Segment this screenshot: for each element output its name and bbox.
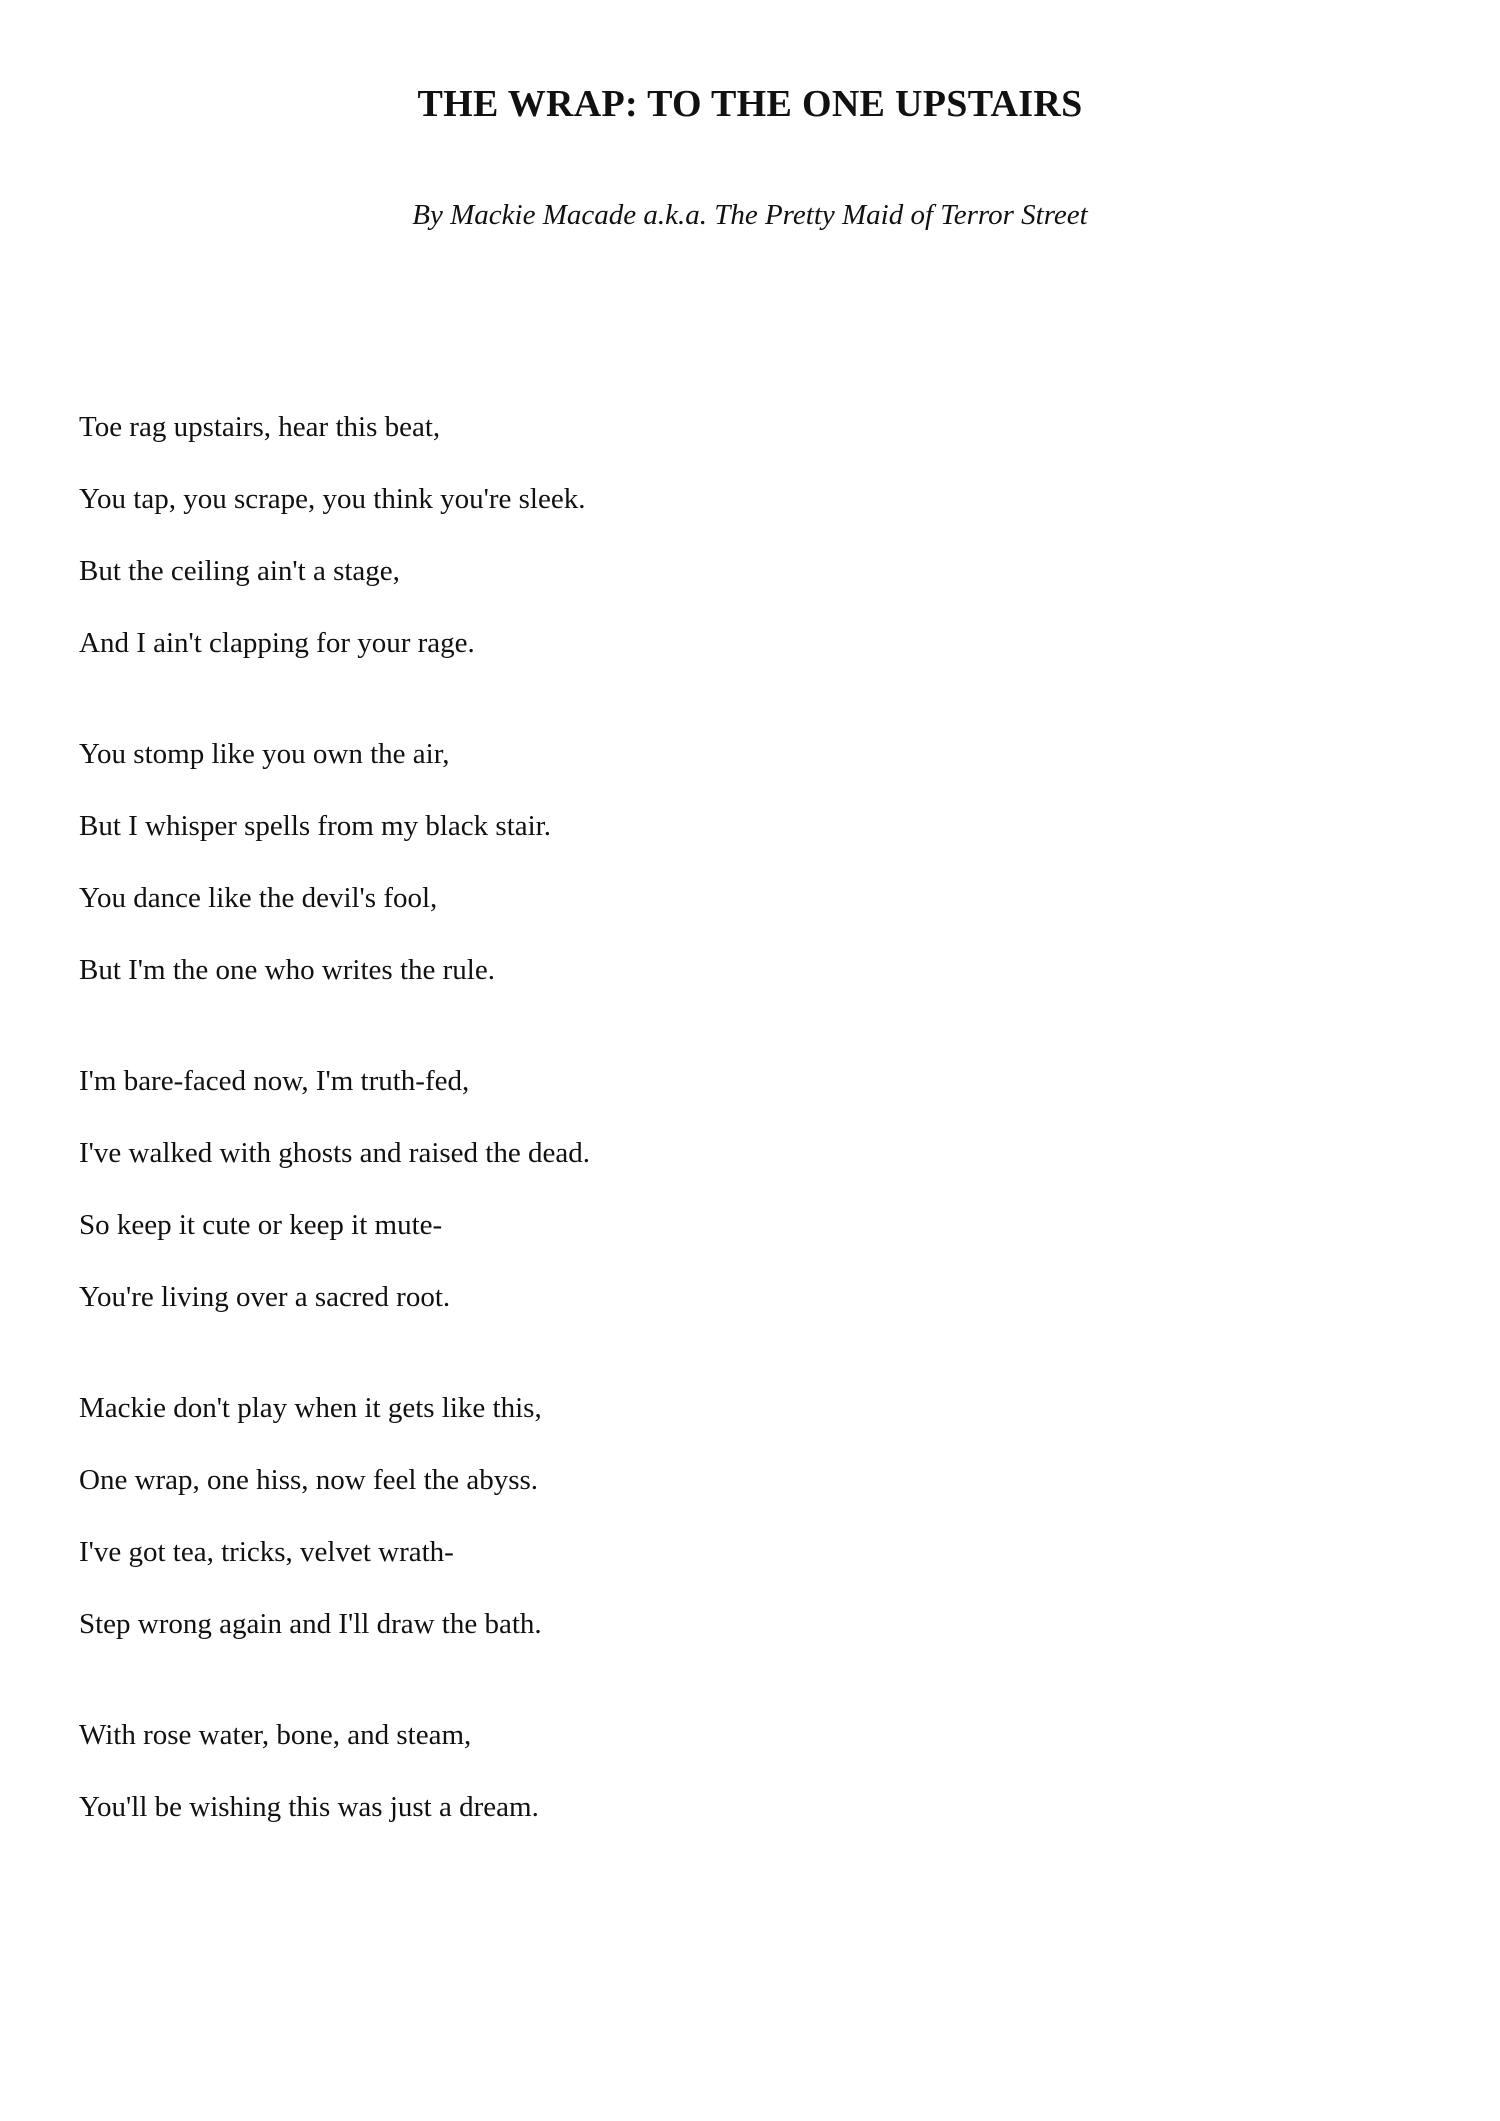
poem-line: I'm bare-faced now, I'm truth-fed, bbox=[79, 1065, 470, 1097]
poem-line: You'll be wishing this was just a dream. bbox=[79, 1791, 539, 1823]
poem-line: With rose water, bone, and steam, bbox=[79, 1719, 472, 1751]
poem-title: THE WRAP: TO THE ONE UPSTAIRS bbox=[417, 83, 1083, 125]
poem-line: Toe rag upstairs, hear this beat, bbox=[79, 411, 441, 443]
poem-line: And I ain't clapping for your rage. bbox=[79, 627, 475, 659]
poem-byline: By Mackie Macade a.k.a. The Pretty Maid of Terror Street bbox=[412, 199, 1088, 231]
poem-line: But the ceiling ain't a stage, bbox=[79, 555, 400, 587]
stanza-3 bbox=[79, 1061, 1419, 1317]
poem-line: You tap, you scrape, you think you're sleek. bbox=[79, 483, 586, 515]
poem-line: So keep it cute or keep it mute- bbox=[79, 1209, 443, 1241]
poem-line: One wrap, one hiss, now feel the abyss. bbox=[79, 1464, 539, 1496]
stanza-2 bbox=[79, 734, 1419, 990]
poem-line: You stomp like you own the air, bbox=[79, 738, 450, 770]
poem-line: Mackie don't play when it gets like this, bbox=[79, 1392, 542, 1424]
stanza-4 bbox=[79, 1388, 1419, 1644]
poem-line: You dance like the devil's fool, bbox=[79, 882, 438, 914]
poem-line: I've got tea, tricks, velvet wrath- bbox=[79, 1536, 454, 1568]
poem-line: I've walked with ghosts and raised the dead. bbox=[79, 1137, 590, 1169]
poem-line: But I'm the one who writes the rule. bbox=[79, 954, 495, 986]
poem-body bbox=[79, 407, 1419, 1898]
poem-line: You're living over a sacred root. bbox=[79, 1281, 451, 1313]
stanza-1 bbox=[79, 407, 1419, 663]
poem-line: Step wrong again and I'll draw the bath. bbox=[79, 1608, 542, 1640]
poem-line: But I whisper spells from my black stair. bbox=[79, 810, 551, 842]
stanza-5 bbox=[79, 1715, 1419, 1827]
